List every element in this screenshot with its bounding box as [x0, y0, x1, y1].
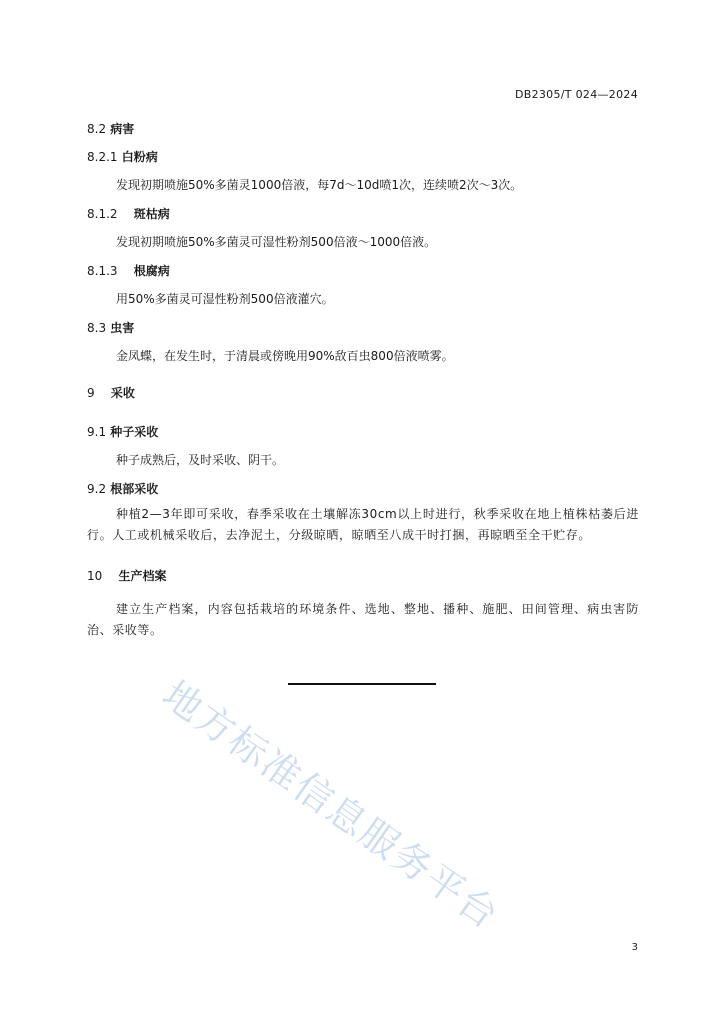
heading-9: [87, 384, 135, 401]
heading-8-1-3: [87, 262, 170, 279]
heading-10: [87, 567, 166, 584]
heading-8-3: [87, 319, 134, 336]
section-number: 9: [87, 386, 95, 400]
section-title: 种子采收: [110, 425, 159, 439]
section-title: 病害: [110, 122, 135, 136]
document-code: DB2305/T 024—2024: [514, 88, 638, 101]
section-number: 10: [87, 569, 103, 583]
watermark: 地方标准信息服务平台: [154, 672, 508, 938]
heading-8-2-1: [87, 148, 158, 165]
section-number: 8.1.3: [87, 264, 118, 278]
paragraph-8-1-3: 用50%多菌灵可湿性粉剂500倍液灌穴。: [116, 292, 334, 306]
section-title: 根部采收: [110, 482, 159, 496]
paragraph-8-3: 金凤蝶，在发生时，于清晨或傍晚用90%敌百虫800倍液喷雾。: [116, 349, 454, 363]
paragraph-9-1: 种子成熟后，及时采收、阴干。: [116, 453, 285, 467]
section-title: 虫害: [110, 321, 135, 335]
section-number: 8.1.2: [87, 207, 118, 221]
heading-8-1-2: [87, 205, 170, 222]
heading-9-1: [87, 423, 158, 440]
section-number: 8.2.1: [87, 150, 118, 164]
paragraph-9-2: 种植2—3年即可采收，春季采收在土壤解冻30cm以上时进行，秋季采收在地上植株枯萎后进行。人工或机械采收后，去净泥土，分级晾晒，晾晒至八成干时打捆，再晾晒至全干贮存。: [87, 507, 639, 542]
section-title: 生产档案: [118, 569, 167, 583]
paragraph-8-2-1: 发现初期喷施50%多菌灵1000倍液，每7d～10d喷1次，连续喷2次～3次。: [116, 178, 523, 192]
section-title: 白粉病: [121, 150, 158, 164]
page-number: 3: [631, 942, 638, 953]
heading-9-2: [87, 480, 158, 497]
paragraph-10: 建立生产档案，内容包括栽培的环境条件、选地、整地、播种、施肥、田间管理、病虫害防治、采收等。: [87, 602, 639, 637]
end-rule: [288, 683, 436, 685]
section-number: 8.3: [87, 321, 107, 335]
section-number: 8.2: [87, 122, 107, 136]
section-title: 根腐病: [133, 264, 170, 278]
section-number: 9.1: [87, 425, 107, 439]
section-number: 9.2: [87, 482, 107, 496]
paragraph-8-1-2: 发现初期喷施50%多菌灵可湿性粉剂500倍液～1000倍液。: [116, 235, 437, 249]
section-title: 斑枯病: [133, 207, 170, 221]
section-title: 采收: [110, 386, 135, 400]
heading-8-2: [87, 120, 134, 137]
